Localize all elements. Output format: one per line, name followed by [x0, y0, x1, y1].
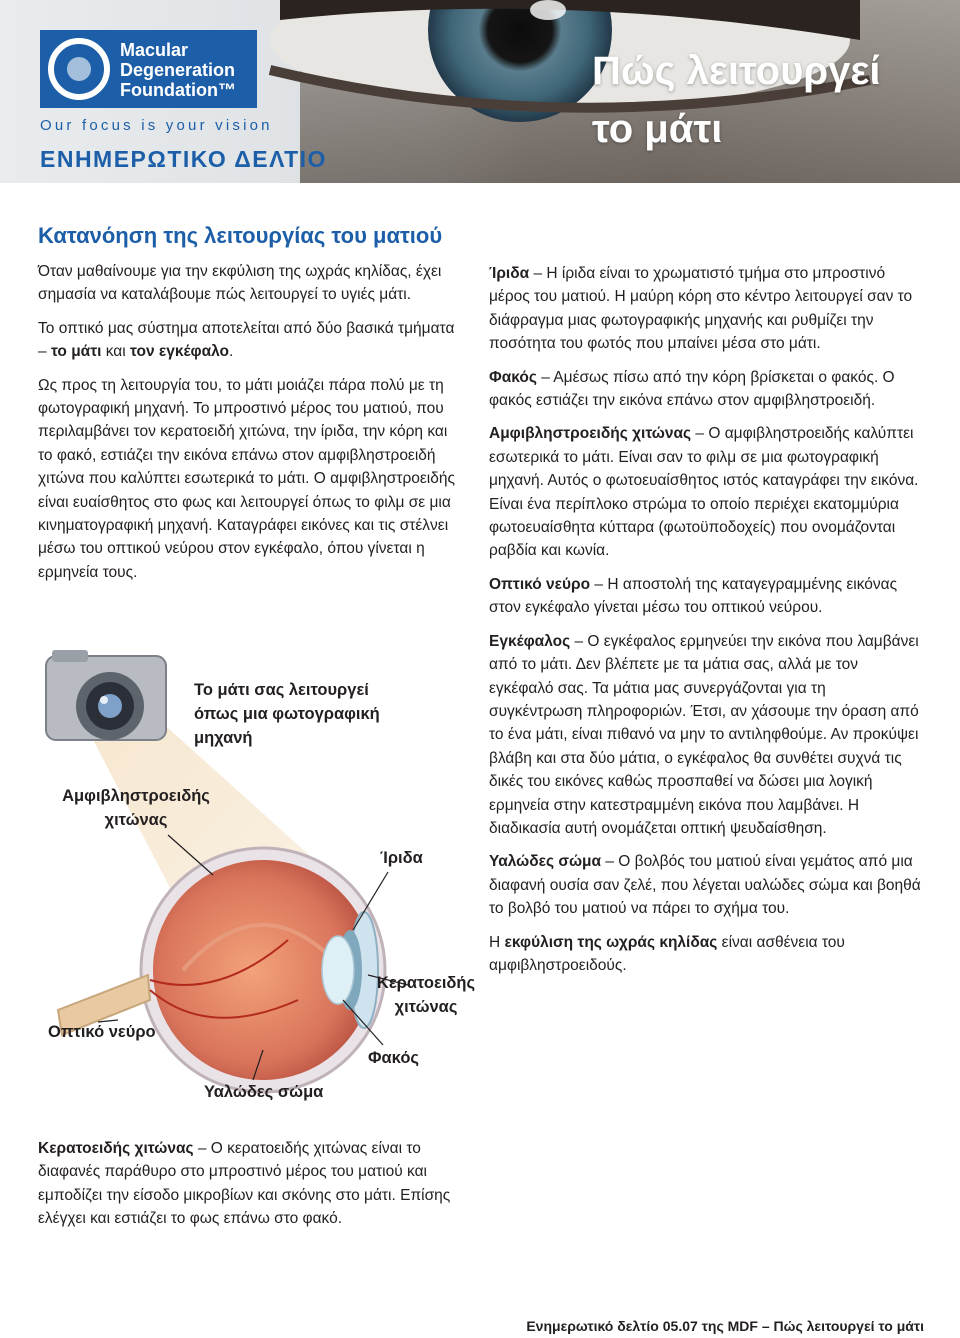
definition: – Ο βολβός του ματιού είναι γεμάτος από μια διαφανή ουσία σαν ζελέ, που λέγεται υαλώδες σώμα και βοηθά το βολβό του ματιού να πάρει το σχήμα του. — [489, 853, 921, 918]
definition-item — [489, 573, 921, 620]
logo-line: Macular — [120, 40, 189, 60]
logo-eye-icon — [46, 36, 112, 102]
title-line: Πώς λειτουργεί — [592, 49, 881, 93]
text: είναι ασθένεια του αμφιβληστροειδούς. — [489, 933, 845, 974]
term: Κερατοειδής χιτώνας — [38, 1140, 194, 1157]
camera-analogy-paragraph: Ως προς τη λειτουργία του, το μάτι μοιάζει πάρα πολύ με τη φωτογραφική μηχανή. Το μπροστινό μέρος του ματιού, που περιλαμβάνει τον κερατοειδή χιτώνα, την ίριδα, την κόρη και το φακό, εστιάζει την εικόνα επάνω στον αμφιβληστροειδή χιτώνα που καλύπτει εσωτερικά το μάτι. Ο αμφιβληστροειδής είναι ευαίσθητος στο φως και λειτουργεί όπως το φιλμ σε μια κινηματογραφική μηχανή. Καταγράφει εικόνες και τις στέλνει μέσω του οπτικού νεύρου στον εγκέφαλο, όπου γίνεται η ερμηνεία τους. — [38, 376, 455, 581]
label-iris: Ίριδα — [380, 849, 423, 867]
footer: Ενημερωτικό δελτίο 05.07 της MDF – Πώς λειτουργεί το μάτι — [526, 1318, 924, 1334]
cornea-paragraph — [38, 1137, 468, 1231]
page-title — [592, 42, 922, 158]
label-lens: Φακός — [368, 1049, 419, 1067]
term: Ίριδα — [489, 265, 530, 282]
eye-diagram — [38, 640, 478, 1110]
term: Φακός — [489, 368, 537, 386]
definition-item — [489, 850, 921, 920]
label-optic-nerve: Οπτικό νεύρο — [48, 1023, 156, 1041]
definition-item — [489, 422, 921, 562]
definition: – Η ίριδα είναι το χρωματιστό τμήμα στο μπροστινό μέρος του ματιού. Η μαύρη κόρη στο κέντρο λειτουργεί σαν το διάφραγμα μιας φωτογραφικής μηχανής και ρυθμίζει την ποσότητα του φωτός που μπαίνει μέσα στο μάτι. — [489, 265, 913, 353]
term: εκφύλιση της ωχράς κηλίδας — [504, 933, 718, 951]
definition: – Ο εγκέφαλος ερμηνεύει την εικόνα που λαμβάνει από το μάτι. Δεν βλέπετε με τα μάτια σας, αλλά με τον εγκέφαλό σας. Τα μάτια μας συνεργάζονται για τη συγκέντρωση πληροφοριών. Έτσι, αν χάσουμε την όραση από το ένα μάτι, είναι πιθανό να μην το αντιληφθούμε. Αν προκύψει βλάβη και στα δύο μάτια, ο εγκέφαλος θα συνθέτει συχνά τις δικές του εικόνες καθώς προσπαθεί να δώσει μια λογική ερμηνεία στην κατεστραμμένη εικόνα που λαμβάνει. Η διαδικασία αυτή ονομάζεται οπτική ψευδαίσθηση. — [489, 632, 919, 837]
right-column — [489, 262, 921, 987]
text: Η — [489, 933, 505, 951]
definition: – Αμέσως πίσω από την κόρη βρίσκεται ο φακός. Ο φακός εστιάζει την εικόνα επάνω στον αμφιβληστροειδή. — [489, 368, 895, 410]
text: . — [229, 343, 234, 361]
term: Εγκέφαλος — [489, 632, 571, 650]
definition: – Ο αμφιβληστροειδής καλύπτει εσωτερικά το μάτι. Είναι σαν το φιλμ σε μια φωτογραφική μηχανή. Αυτός ο φωτοευαίσθητος ιστός καταγράφει την εικόνα. Είναι ένα περίπλοκο στρώμα το οποίο περιέχει εκατομμύρια φωτοευαίσθητα κύτταρα (φωτοϋποδοχείς) που ονομάζονται ραβδία και κωνία. — [489, 425, 919, 560]
logo-line: Degeneration — [120, 60, 236, 80]
newsletter-label: ΕΝΗΜΕΡΩΤΙΚΟ ΔΕΛΤΙΟ — [40, 146, 327, 172]
eyeball-icon — [58, 848, 385, 1092]
left-column — [38, 260, 463, 594]
logo-text — [120, 40, 236, 100]
label-retina: Αμφιβληστροειδής χιτώνας — [62, 787, 210, 829]
title-line: το μάτι — [592, 107, 723, 151]
definition: – Ο κερατοειδής χιτώνας είναι το διαφανές παράθυρο στο μπροστινό μέρος του ματιού και εμποδίζει την είσοδο μικροβίων και σκόνης στο μάτι. Επίσης ελέγχει και εστιάζει το φως επάνω στο φακό. — [38, 1140, 451, 1228]
definition-item — [489, 262, 921, 356]
label-vitreous: Υαλώδες σώμα — [204, 1083, 324, 1101]
camera-icon — [46, 650, 166, 740]
definition: – Η αποστολή της καταγεγραμμένης εικόνας στον εγκέφαλο γίνεται μέσω του οπτικού νεύρου. — [489, 575, 898, 617]
camera-caption: Το μάτι σας λειτουργεί όπως μια φωτογραφική μηχανή — [194, 681, 380, 747]
tagline: Our focus is your vision — [40, 117, 273, 134]
intro-paragraph: Όταν μαθαίνουμε για την εκφύλιση της ωχράς κηλίδας, έχει σημασία να καταλάβουμε πώς λειτουργεί το υγιές μάτι. — [38, 263, 442, 304]
logo-line: Foundation™ — [120, 80, 236, 100]
text: και — [101, 343, 131, 361]
section-heading: Κατανόηση της λειτουργίας του ματιού — [38, 223, 443, 248]
text: Το οπτικό μας σύστημα αποτελείται από δύο βασικά τμήματα – — [38, 319, 455, 361]
amd-note — [489, 931, 921, 978]
visual-system-paragraph — [38, 317, 463, 364]
definition-item — [489, 630, 921, 841]
bold-text: τον εγκέφαλο — [130, 343, 230, 361]
label-cornea: Κερατοειδής χιτώνας — [376, 974, 476, 1016]
term: Υαλώδες σώμα — [489, 853, 602, 871]
term: Αμφιβληστροειδής χιτώνας — [489, 425, 692, 443]
definition-item — [489, 366, 921, 413]
term: Οπτικό νεύρο — [489, 575, 591, 593]
header-banner — [0, 0, 960, 183]
bold-text: το μάτι — [50, 343, 102, 361]
